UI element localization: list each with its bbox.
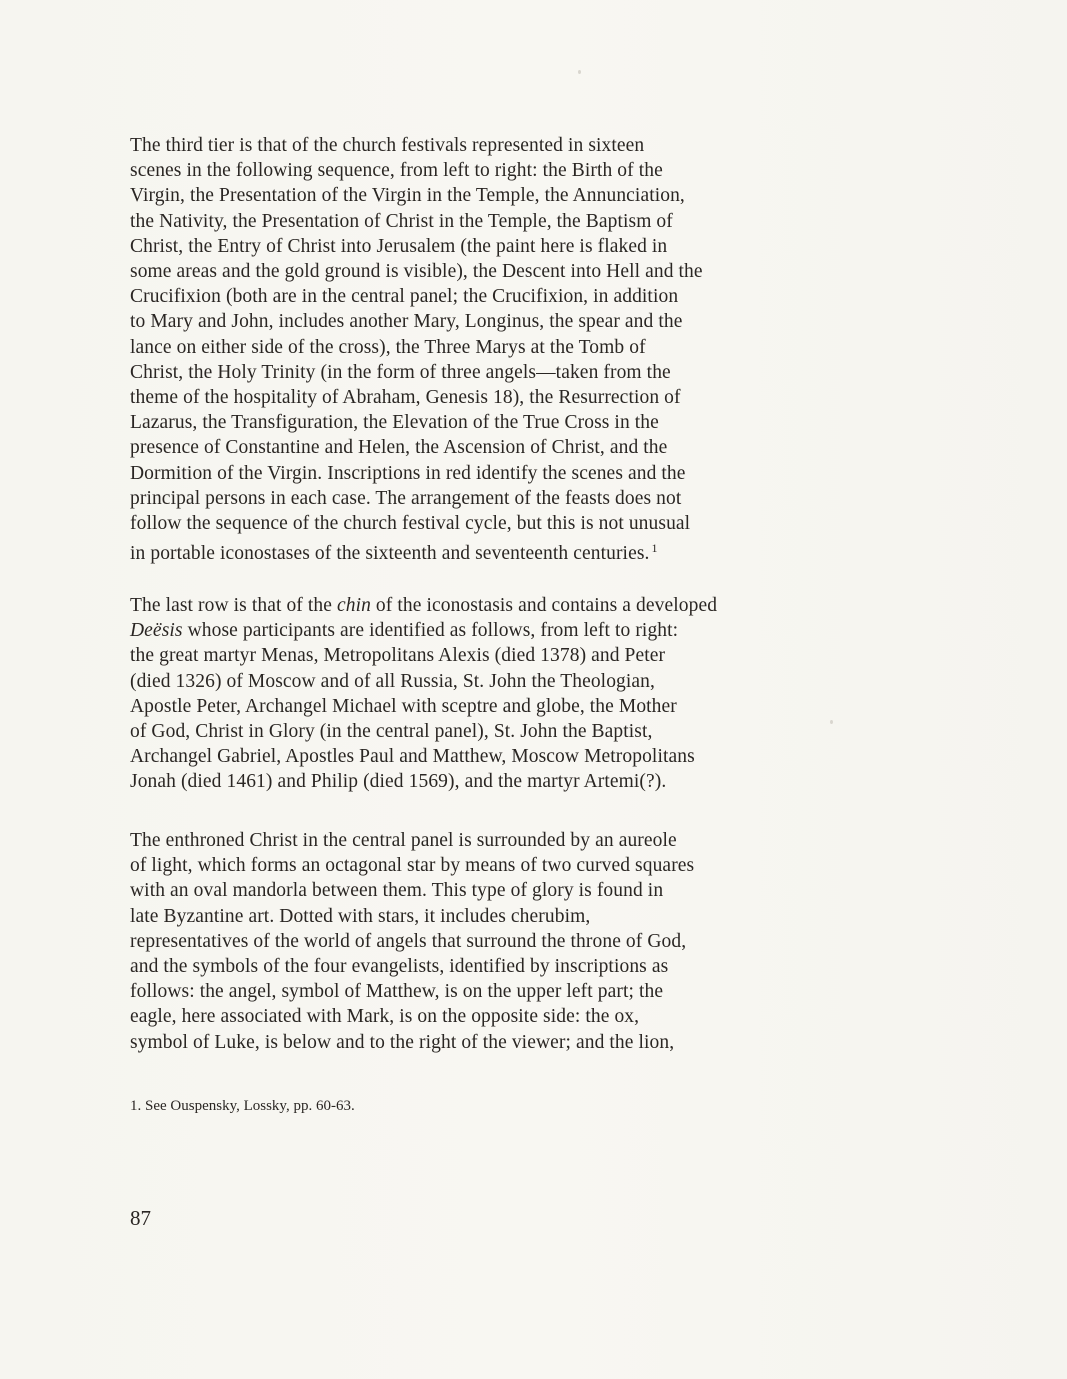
text-line: eagle, here associated with Mark, is on the opposite side: the ox, (130, 1006, 640, 1028)
text-line: Christ, the Holy Trinity (in the form of three angels—taken from the (130, 361, 671, 383)
text-line: follow the sequence of the church festival cycle, but this is not unusual (130, 513, 691, 535)
text-segment: of the iconostasis and contains a developed (370, 595, 718, 616)
text-line: theme of the hospitality of Abraham, Genesis 18), the Resurrection of (130, 387, 681, 409)
text-line (130, 593, 810, 618)
text-line (130, 536, 810, 566)
text-line: of God, Christ in Glory (in the central panel), St. John the Baptist, (130, 721, 653, 743)
text-line: Crucifixion (both are in the central panel; the Crucifixion, in addition (130, 286, 679, 308)
text-line: with an oval mandorla between them. This type of glory is found in (130, 880, 664, 902)
text-line: The enthroned Christ in the central panel is surrounded by an aureole (130, 830, 677, 851)
italic-term-deesis: Deësis (130, 620, 183, 642)
paper-speck (830, 720, 833, 724)
text-segment: The last row is that of the (130, 595, 337, 616)
text-line: to Mary and John, includes another Mary, Longinus, the spear and the (130, 311, 683, 333)
text-line: symbol of Luke, is below and to the right of the viewer; and the lion, (130, 1031, 675, 1053)
text-line: of light, which forms an octagonal star by means of two curved squares (130, 855, 695, 877)
text-line: Dormition of the Virgin. Inscriptions in red identify the scenes and the (130, 462, 686, 484)
text-line: Apostle Peter, Archangel Michael with sceptre and globe, the Mother (130, 695, 677, 717)
text-line: the great martyr Menas, Metropolitans Alexis (died 1378) and Peter (130, 645, 666, 667)
paper-speck (578, 70, 581, 74)
paragraph-third-tier (130, 133, 810, 566)
italic-term-chin: chin (336, 595, 371, 616)
text-line: Jonah (died 1461) and Philip (died 1569), and the martyr Artemi(?). (130, 771, 667, 793)
text-line: (died 1326) of Moscow and of all Russia, St. John the Theologian, (130, 670, 655, 692)
text-line: follows: the angel, symbol of Matthew, is on the upper left part; the (130, 981, 664, 1003)
text-line-content: in portable iconostases of the sixteenth and seventeenth centuries. (130, 543, 650, 565)
text-line (130, 618, 810, 643)
text-line: Archangel Gabriel, Apostles Paul and Matthew, Moscow Metropolitans (130, 746, 695, 768)
text-line: and the symbols of the four evangelists, identified by inscriptions as (130, 956, 669, 978)
text-line: the Nativity, the Presentation of Christ in the Temple, the Baptism of (130, 210, 673, 232)
text-line: representatives of the world of angels that surround the throne of God, (130, 930, 687, 952)
paragraph-last-row (130, 593, 810, 795)
text-line: scenes in the following sequence, from left to right: the Birth of the (130, 160, 663, 182)
text-line: Christ, the Entry of Christ into Jerusalem (the paint here is flaked in (130, 235, 668, 257)
text-line: late Byzantine art. Dotted with stars, it includes cherubim, (130, 905, 591, 927)
paragraph-enthroned-christ (130, 828, 810, 1055)
text-line: The third tier is that of the church festivals represented in sixteen (130, 135, 645, 156)
text-line: Virgin, the Presentation of the Virgin in the Temple, the Annunciation, (130, 185, 685, 207)
footnote-reference: 1 (651, 541, 658, 556)
text-line: Lazarus, the Transfiguration, the Elevation of the True Cross in the (130, 412, 659, 434)
text-line: some areas and the gold ground is visible), the Descent into Hell and the (130, 261, 703, 283)
text-line: lance on either side of the cross), the Three Marys at the Tomb of (130, 336, 646, 358)
text-line: presence of Constantine and Helen, the Ascension of Christ, and the (130, 437, 668, 459)
footnote: 1. See Ouspensky, Lossky, pp. 60-63. (130, 1098, 355, 1114)
text-line: principal persons in each case. The arrangement of the feasts does not (130, 487, 682, 509)
page-number: 87 (130, 1206, 151, 1230)
text-segment: whose participants are identified as follows, from left to right: (182, 620, 679, 642)
